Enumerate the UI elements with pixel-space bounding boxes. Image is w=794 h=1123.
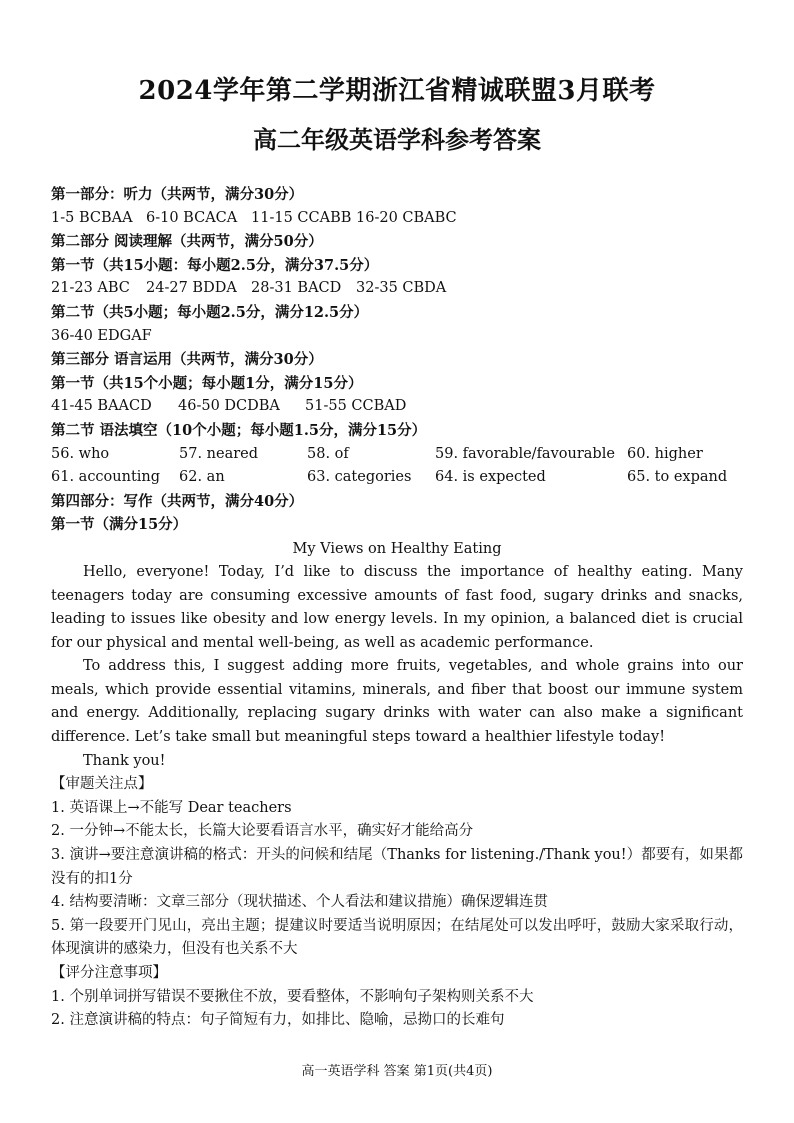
- grammar-answer: 63. categories: [307, 469, 412, 486]
- answer-group: 11-15 CCABB: [251, 209, 352, 226]
- note-item: 5. 第一段要开门见山，亮出主题；提建议时要适当说明原因；在结尾处可以发出呼吁，鼓励大家采取行动，体现演讲的感染力，但没有也关系不大: [51, 917, 743, 958]
- answer-group: 21-23 ABC: [51, 280, 130, 297]
- answer-group: 46-50 DCDBA: [178, 398, 280, 415]
- page-subtitle: 高二年级英语学科参考答案: [253, 125, 541, 154]
- grammar-answer: 57. neared: [179, 445, 259, 462]
- grammar-answer: 59. favorable/favourable: [435, 445, 615, 462]
- grammar-answers-row1: [51, 443, 743, 467]
- part2-section1-heading: 第一节（共15小题：每小题2.5分，满分37.5分）: [51, 256, 379, 274]
- answer-content: [51, 183, 743, 1033]
- grammar-answer: 65. to expand: [627, 469, 728, 486]
- scoring-item: 1. 个别单词拼写错误不要揪住不放，要看整体，不影响句子架构则关系不大: [51, 988, 534, 1005]
- essay-title: My Views on Healthy Eating: [292, 540, 502, 557]
- part4-heading: 第四部分：写作（共两节，满分40分）: [51, 492, 304, 510]
- notes-heading: 【审题关注点】: [51, 776, 153, 793]
- part2-section1-answers: [51, 277, 743, 301]
- part2-section2-heading: 第二节（共5小题；每小题2.5分，满分12.5分）: [51, 303, 369, 321]
- grammar-answer: 60. higher: [627, 445, 703, 462]
- note-item: 1. 英语课上→不能写 Dear teachers: [51, 799, 292, 816]
- essay-closing: Thank you!: [83, 752, 166, 769]
- answer-group: 1-5 BCBAA: [51, 209, 133, 226]
- note-item: 2. 一分钟→不能太长，长篇大论要看语言水平，确实好才能给高分: [51, 823, 474, 840]
- answer-group: 41-45 BAACD: [51, 398, 152, 415]
- answer-group: 24-27 BDDA: [146, 280, 237, 297]
- part2-heading: 第二部分 阅读理解（共两节，满分50分）: [51, 233, 323, 251]
- answer-group: 28-31 BACD: [251, 280, 342, 297]
- scoring-item: 2. 注意演讲稿的特点：句子简短有力，如排比、隐喻，忌拗口的长难句: [51, 1012, 505, 1029]
- grammar-answer: 64. is expected: [435, 469, 546, 486]
- answer-group: 16-20 CBABC: [356, 209, 457, 226]
- part4-section1-heading: 第一节（满分15分）: [51, 516, 188, 534]
- part3-section1-answers: [51, 395, 743, 419]
- answer-group: 6-10 BCACA: [146, 209, 238, 226]
- answer-group: 51-55 CCBAD: [305, 398, 407, 415]
- page-footer: 高一英语学科 答案 第1页(共4页): [301, 1064, 493, 1079]
- note-item: 3. 演讲→要注意演讲稿的格式：开头的问候和结尾（Thanks for listening./Thank you!）都要有，如果都没有的扣1分: [51, 847, 743, 887]
- part2-section2-answers: 36-40 EDGAF: [51, 327, 152, 344]
- essay-paragraph: Hello, everyone! Today, I’d like to discuss the importance of healthy eating. Many teenagers today are consuming excessive amounts of fast food, sugary drinks and snacks, leading to issues like obesity and low energy levels. In my opinion, a balanced diet is crucial for our physical and mental well-being, as well as academic performance.: [51, 563, 743, 651]
- essay-paragraph: To address this, I suggest adding more fruits, vegetables, and whole grains into our meals, which provide essential vitamins, minerals, and fiber that boost our immune system and energy. Additionally, replacing sugary drinks with water can also make a significant difference. Let’s take small but meaningful steps toward a healthier lifestyle today!: [51, 658, 743, 746]
- part3-heading: 第三部分 语言运用（共两节，满分30分）: [51, 351, 323, 369]
- grammar-answer: 62. an: [179, 469, 225, 486]
- grammar-answer: 61. accounting: [51, 469, 161, 486]
- grammar-answer: 58. of: [307, 445, 349, 462]
- page-title: 2024学年第二学期浙江省精诚联盟3月联考: [138, 76, 656, 106]
- answer-group: 32-35 CBDA: [356, 280, 447, 297]
- grammar-answers-row2: [51, 466, 743, 490]
- grammar-answer: 56. who: [51, 445, 110, 462]
- part1-heading: 第一部分：听力（共两节，满分30分）: [51, 186, 304, 203]
- part1-answers: [51, 207, 743, 231]
- part3-section1-heading: 第一节（共15个小题；每小题1分，满分15分）: [51, 374, 363, 392]
- note-item: 4. 结构要清晰：文章三部分（现状描述、个人看法和建议措施）确保逻辑连贯: [51, 894, 548, 911]
- part3-section2-heading: 第二节 语法填空（10个小题；每小题1.5分，满分15分）: [51, 421, 427, 439]
- scoring-heading: 【评分注意事项】: [51, 965, 167, 981]
